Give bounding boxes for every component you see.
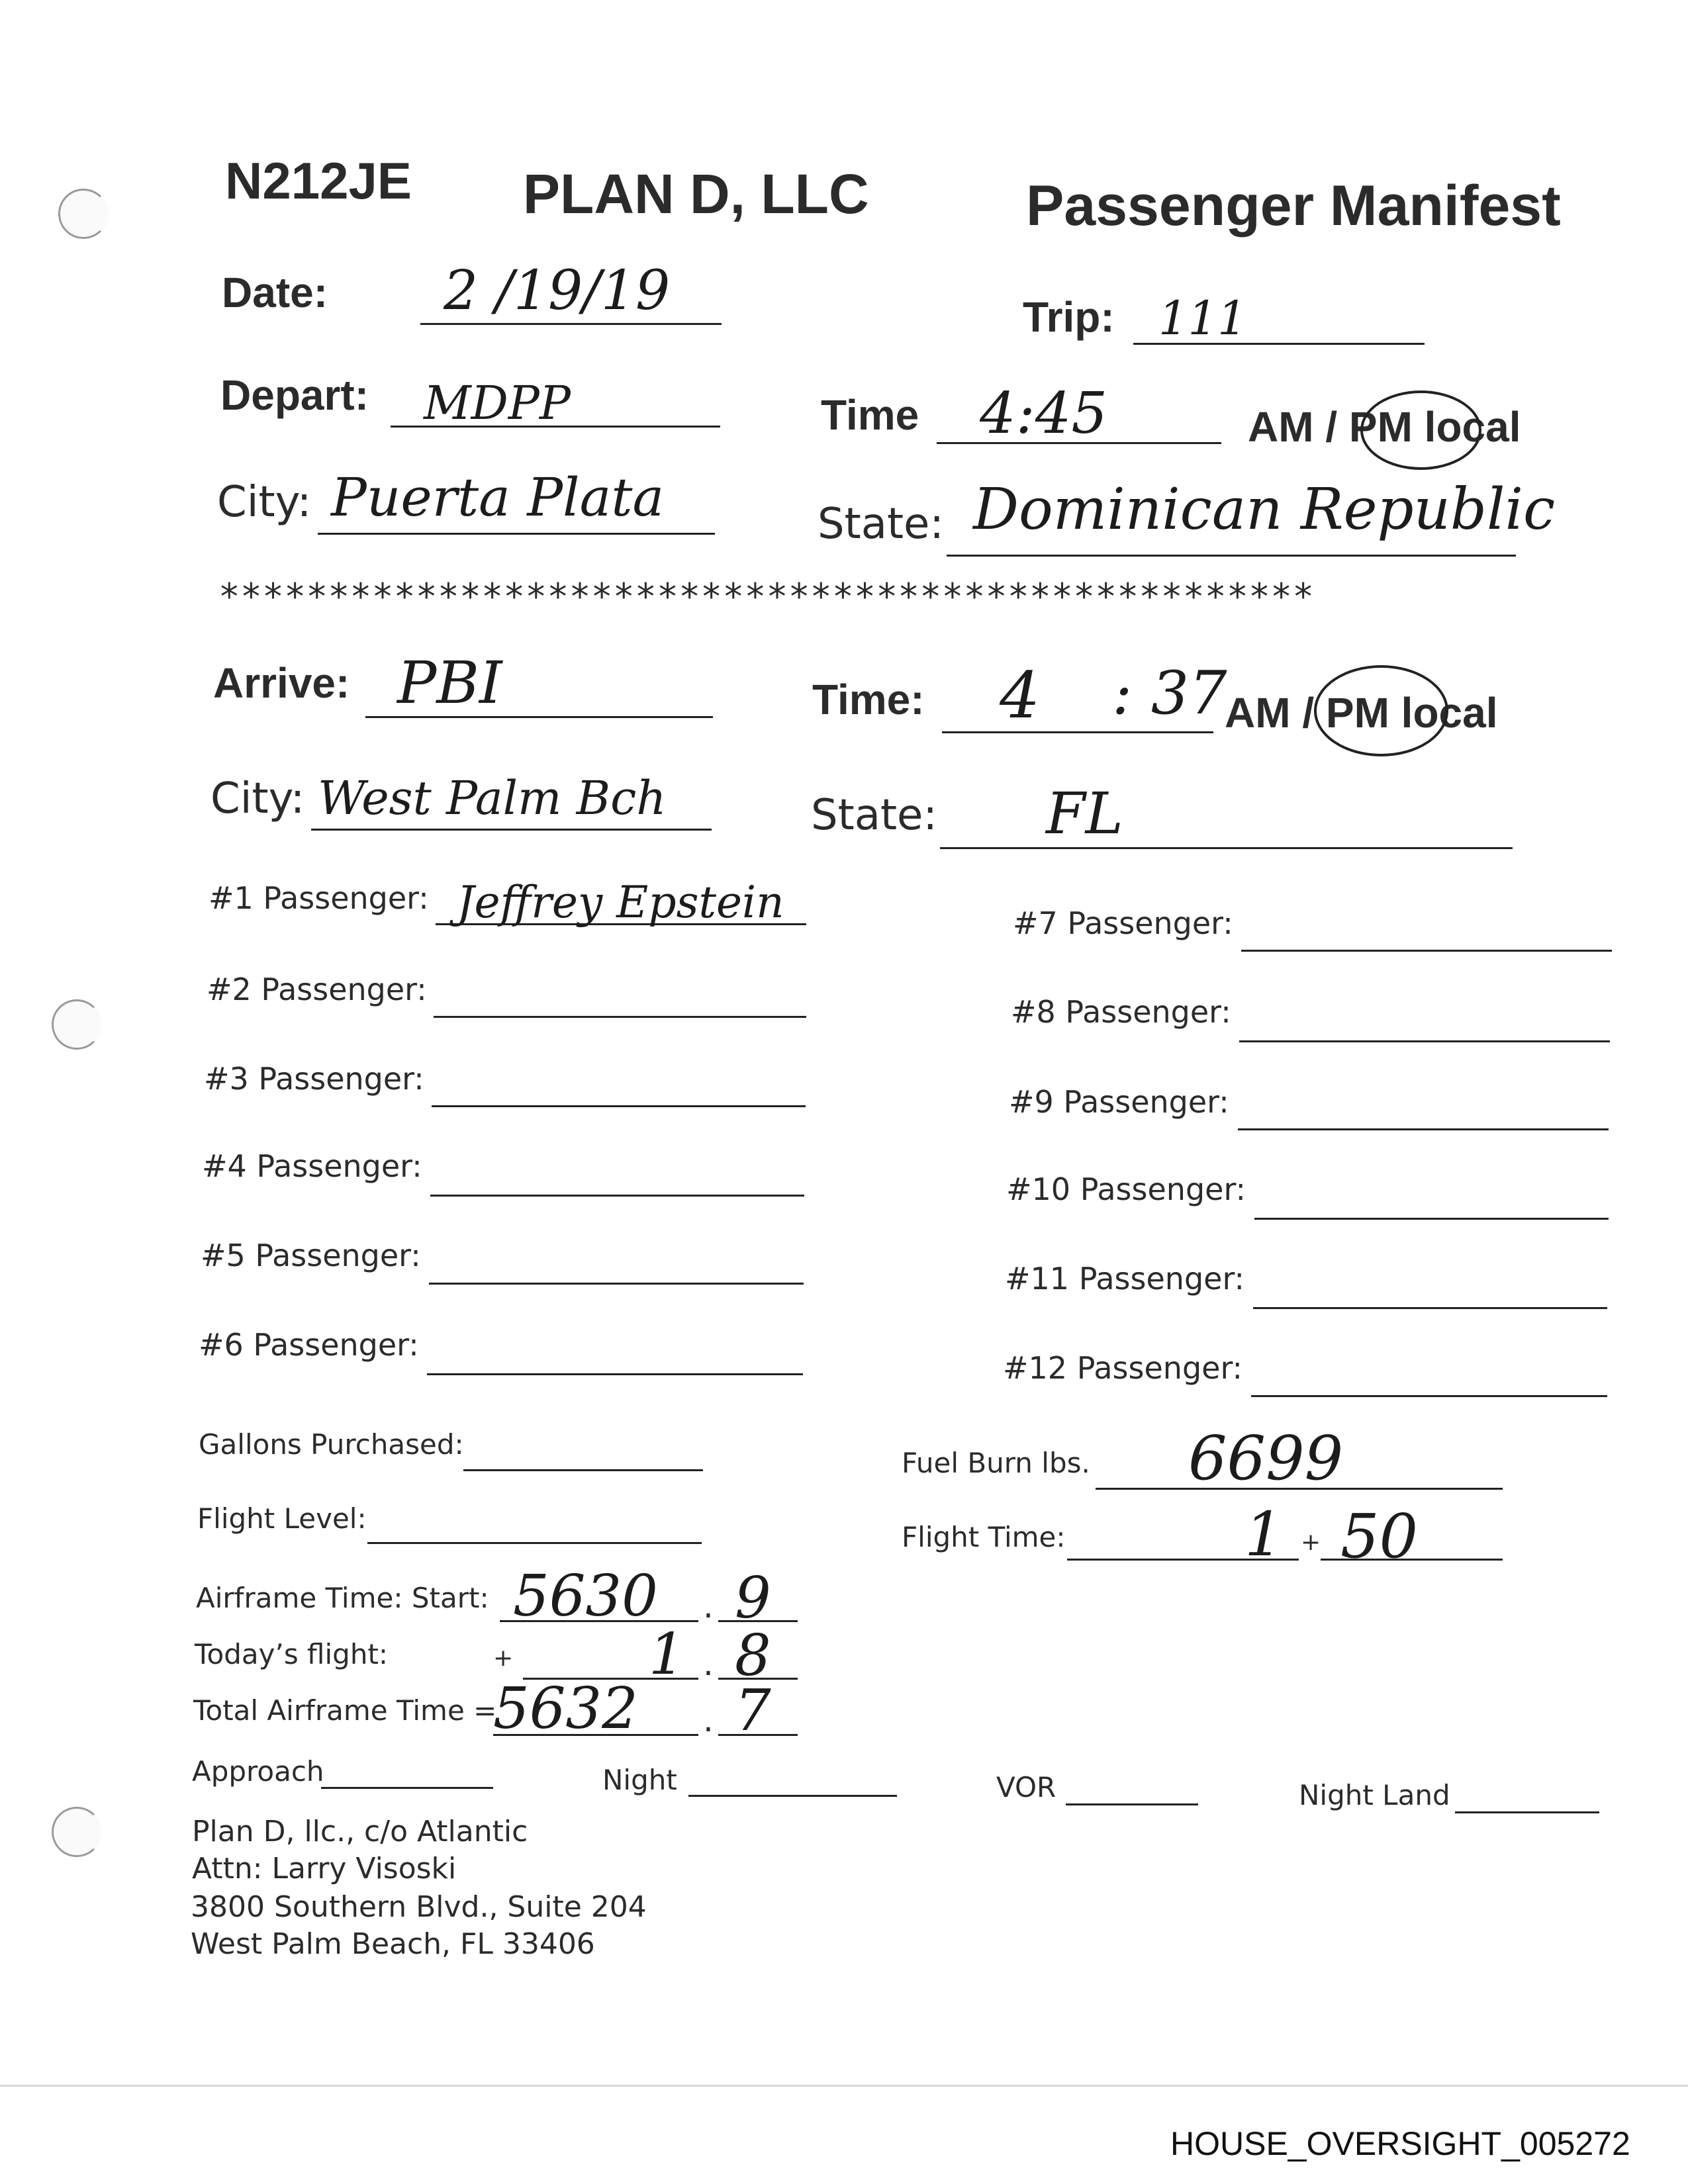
page-bottom-edge	[0, 2085, 1688, 2087]
arrive-value: PBI	[397, 649, 502, 717]
passenger-field-6[interactable]	[427, 1373, 803, 1375]
total-airframe-decimal: 7	[735, 1678, 771, 1744]
bates-number: HOUSE_OVERSIGHT_005272	[1170, 2125, 1630, 2162]
depart-city-label: City:	[217, 478, 312, 527]
arrive-time-minutes: : 37	[1112, 659, 1227, 728]
depart-time-label: Time	[821, 391, 919, 439]
passenger-field-11[interactable]	[1253, 1307, 1607, 1309]
address-line-2: Attn: Larry Visoski	[192, 1852, 457, 1886]
arrive-time-label: Time:	[812, 676, 925, 723]
arrive-state-label: State:	[811, 791, 937, 840]
night-land-field[interactable]	[1455, 1811, 1599, 1813]
depart-city-value: Puerta Plata	[331, 467, 665, 528]
tail-number: N212JE	[225, 152, 412, 210]
passenger-field-5[interactable]	[429, 1283, 804, 1285]
pm-circle-depart	[1360, 390, 1481, 470]
passenger-value-1: Jeffrey Epstein	[457, 877, 784, 928]
depart-state-value: Dominican Republic	[973, 477, 1556, 543]
passenger-label-6: #6 Passenger:	[199, 1327, 419, 1363]
depart-ampm-label: AM / PM local	[1248, 403, 1521, 451]
pm-circle-arrive	[1314, 665, 1448, 756]
passenger-label-10: #10 Passenger:	[1006, 1171, 1246, 1207]
passenger-label-2: #2 Passenger:	[207, 972, 427, 1007]
page-title: Passenger Manifest	[1026, 174, 1561, 238]
depart-label: Depart:	[220, 371, 369, 419]
address-line-1: Plan D, llc., c/o Atlantic	[192, 1815, 528, 1848]
address-line-4: West Palm Beach, FL 33406	[191, 1927, 595, 1961]
total-airframe-label: Total Airframe Time =	[193, 1694, 497, 1727]
todays-flight-plus: +	[493, 1645, 514, 1672]
passenger-field-9[interactable]	[1238, 1128, 1609, 1130]
arrive-city-field-line[interactable]	[311, 829, 712, 831]
depart-value: MDPP	[424, 376, 571, 430]
passenger-field-7[interactable]	[1241, 950, 1612, 952]
gallons-purchased-label: Gallons Purchased:	[199, 1428, 464, 1461]
passenger-label-8: #8 Passenger:	[1011, 994, 1231, 1030]
passenger-label-12: #12 Passenger:	[1003, 1350, 1243, 1386]
airframe-start-label: Airframe Time: Start:	[196, 1582, 489, 1614]
depart-state-field-line[interactable]	[947, 555, 1516, 557]
arrive-label: Arrive:	[213, 659, 350, 707]
airframe-start-dot: .	[703, 1587, 714, 1625]
passenger-label-5: #5 Passenger:	[201, 1238, 421, 1273]
passenger-field-3[interactable]	[432, 1105, 806, 1107]
passenger-label-3: #3 Passenger:	[204, 1061, 424, 1097]
date-field-line[interactable]	[420, 323, 722, 325]
flight-level-field[interactable]	[367, 1542, 702, 1544]
binder-hole-middle	[52, 999, 102, 1050]
arrive-time-field-line[interactable]	[942, 731, 1213, 733]
todays-flight-decimal: 8	[735, 1623, 771, 1689]
passenger-label-4: #4 Passenger:	[202, 1148, 422, 1184]
approach-field[interactable]	[321, 1787, 493, 1789]
depart-city-field-line[interactable]	[318, 533, 715, 535]
approach-label: Approach	[192, 1755, 324, 1788]
flight-time-plus: +	[1301, 1529, 1321, 1556]
passenger-field-12[interactable]	[1251, 1395, 1607, 1397]
flight-time-label: Flight Time:	[902, 1521, 1066, 1553]
gallons-purchased-field[interactable]	[463, 1469, 703, 1471]
trip-label: Trip:	[1023, 293, 1115, 341]
passenger-label-11: #11 Passenger:	[1005, 1261, 1245, 1297]
total-airframe-dot: .	[703, 1701, 714, 1739]
address-line-3: 3800 Southern Blvd., Suite 204	[191, 1890, 647, 1924]
vor-label: VOR	[996, 1771, 1056, 1803]
separator-asterisks: **************************************************	[218, 576, 1315, 617]
arrive-state-field-line[interactable]	[940, 847, 1513, 849]
arrive-city-value: West Palm Bch	[318, 771, 667, 825]
todays-flight-dot: .	[703, 1645, 714, 1683]
passenger-field-10[interactable]	[1254, 1218, 1609, 1220]
airframe-start-decimal: 9	[735, 1565, 771, 1631]
binder-hole-bottom	[52, 1807, 102, 1857]
flight-time-minutes: 50	[1340, 1501, 1419, 1572]
total-airframe-whole: 5632	[493, 1676, 638, 1742]
binder-hole-top	[58, 189, 109, 239]
company-name: PLAN D, LLC	[523, 163, 869, 225]
depart-state-label: State:	[818, 500, 944, 549]
arrive-ampm-label: AM / PM local	[1225, 689, 1498, 737]
passenger-field-2[interactable]	[434, 1016, 806, 1018]
flight-time-hours: 1	[1244, 1499, 1284, 1570]
fuel-burn-value: 6699	[1188, 1423, 1344, 1494]
passenger-field-8[interactable]	[1239, 1040, 1610, 1042]
date-value: 2 /19/19	[444, 259, 671, 322]
passenger-label-9: #9 Passenger:	[1009, 1084, 1229, 1120]
night-land-label: Night Land	[1299, 1779, 1450, 1811]
arrive-city-label: City:	[211, 774, 305, 823]
todays-flight-label: Today’s flight:	[195, 1638, 389, 1670]
arrive-time-hour: 4	[1000, 659, 1041, 733]
passenger-label-7: #7 Passenger:	[1013, 905, 1233, 941]
passenger-field-4[interactable]	[430, 1195, 804, 1197]
airframe-start-whole: 5630	[513, 1563, 658, 1629]
date-label: Date:	[222, 269, 328, 316]
trip-value: 111	[1158, 291, 1247, 345]
fuel-burn-label: Fuel Burn lbs.	[902, 1447, 1090, 1479]
vor-field[interactable]	[1066, 1803, 1198, 1805]
arrive-state-value: FL	[1046, 781, 1123, 847]
night-label: Night	[602, 1764, 677, 1796]
night-field[interactable]	[688, 1795, 897, 1797]
depart-time-value: 4:45	[980, 381, 1108, 447]
todays-flight-whole: 1	[649, 1621, 685, 1688]
flight-level-label: Flight Level:	[197, 1502, 367, 1535]
passenger-label-1: #1 Passenger:	[209, 880, 429, 916]
